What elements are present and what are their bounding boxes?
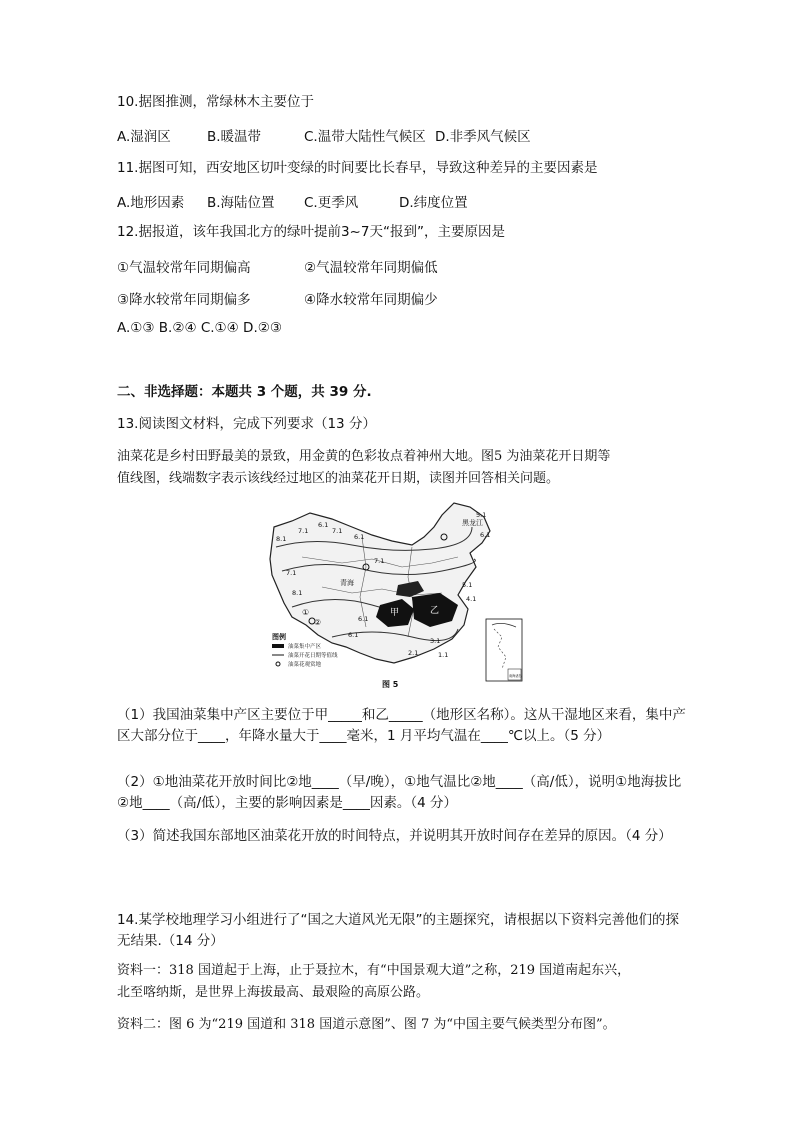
contour-label: 7.1	[374, 557, 385, 565]
contour-label: 6.1	[358, 615, 369, 623]
q13-sub3: （3）简述我国东部地区油菜花开放的时间特点，并说明其开放时间存在差异的原因。（4 分）	[117, 828, 672, 844]
label-site-2: ②	[314, 618, 322, 627]
q11-option-a[interactable]: A.地形因素	[117, 195, 185, 211]
q12-item-3: ③降水较常年同期偏多	[117, 292, 251, 308]
contour-label: 7.1	[286, 569, 297, 577]
q14-material1-line1: 资料一：318 国道起于上海，止于聂拉木，有“中国景观大道”之称，219 国道南起东兴，	[117, 963, 631, 978]
label-heilongjiang: 黑龙江	[462, 519, 483, 527]
q12-options[interactable]: A.①③ B.②④ C.①④ D.②③	[117, 320, 282, 336]
contour-label: 1.1	[438, 651, 449, 659]
q10-option-d[interactable]: D.非季风气候区	[435, 129, 531, 145]
label-qinghai: 青海	[340, 579, 354, 587]
contour-label: 6.1	[354, 533, 365, 541]
legend-item-area: 油菜集中产区	[288, 644, 322, 650]
q14-material2: 资料二：图 6 为“219 国道和 318 国道示意图”、图 7 为“中国主要气候类型分布图”。	[117, 1017, 616, 1032]
legend-swatch-area	[272, 644, 284, 648]
q12-stem: 12.据报道，该年我国北方的绿叶提前3~7天“报到”，主要原因是	[117, 224, 505, 240]
q14-stem: 14.某学校地理学习小组进行了“国之大道风光无限”的主题探究，请根据以下资料完善他们的探无结果.（14 分）	[117, 912, 679, 949]
contour-label: 5.1	[462, 581, 473, 589]
contour-label: 3.1	[430, 637, 441, 645]
contour-label: 6.1	[318, 521, 329, 529]
q13-material-line1: 油菜花是乡村田野最美的景致，用金黄的色彩妆点着神州大地。图5 为油菜花开日期等	[117, 449, 611, 464]
contour-label: 7.1	[332, 527, 343, 535]
rapeseed-flowering-map	[262, 497, 544, 693]
legend-item-isoline: 油菜开花日期等值线	[288, 653, 338, 659]
q12-item-2: ②气温较常年同期偏低	[304, 260, 438, 276]
contour-label: 6.1	[480, 531, 491, 539]
q10-option-a[interactable]: A.湿润区	[117, 129, 171, 145]
q12-item-4: ④降水较常年同期偏少	[304, 292, 438, 308]
q13-sub2: （2）①地油菜花开放时间比②地____（早/晚），①地气温比②地____（高/低），说明①地海拔比②地____（高/低），主要的影响因素是____因素。（4 分）	[117, 774, 682, 811]
q14-material1-line2: 北至喀纳斯，是世界上海拔最高、最艰险的高原公路。	[117, 985, 430, 1000]
q13-sub1: （1）我国油菜集中产区主要位于甲_____和乙_____（地形区名称）。这从干湿地区来看，集中产区大部分位于____，年降水量大于____毫米，1 月平均气温在____℃以上。（5 分）	[117, 707, 686, 744]
q13-stem: 13.阅读图文材料，完成下列要求（13 分）	[117, 416, 376, 432]
contour-label: 2.1	[408, 649, 419, 657]
label-yi: 乙	[430, 606, 440, 616]
label-site-1: ①	[302, 608, 310, 617]
q10-option-b[interactable]: B.暖温带	[207, 129, 262, 145]
q13-material-line2: 值线图，线端数字表示该线经过地区的油菜花开日期，读图并回答相关问题。	[117, 471, 560, 486]
q10-option-c[interactable]: C.温带大陆性气候区	[304, 129, 426, 145]
legend-item-site: 油菜花观赏地	[288, 662, 322, 668]
figure-caption: 图 5	[382, 680, 399, 689]
q11-stem: 11.据图可知，西安地区切叶变绿的时间要比长春早，导致这种差异的主要因素是	[117, 160, 598, 176]
q12-item-1: ①气温较常年同期偏高	[117, 260, 251, 276]
contour-label: 4.1	[466, 595, 477, 603]
contour-label: 8.1	[276, 535, 287, 543]
contour-label: 6.1	[348, 631, 359, 639]
q11-option-d[interactable]: D.纬度位置	[399, 195, 468, 211]
contour-label: 5.1	[476, 511, 487, 519]
section-heading: 二、非选择题：本题共 3 个题，共 39 分.	[117, 384, 372, 400]
legend-swatch-site	[276, 662, 280, 666]
contour-label: 7.1	[298, 527, 309, 535]
label-jia: 甲	[390, 608, 400, 618]
legend-title: 图例	[272, 633, 286, 641]
q11-option-b[interactable]: B.海陆位置	[207, 195, 275, 211]
q11-option-c[interactable]: C.更季风	[304, 195, 359, 211]
inset-label: 南海诸岛	[509, 674, 522, 678]
q10-stem: 10.据图推测，常绿林木主要位于	[117, 94, 314, 110]
contour-label: 8.1	[292, 589, 303, 597]
